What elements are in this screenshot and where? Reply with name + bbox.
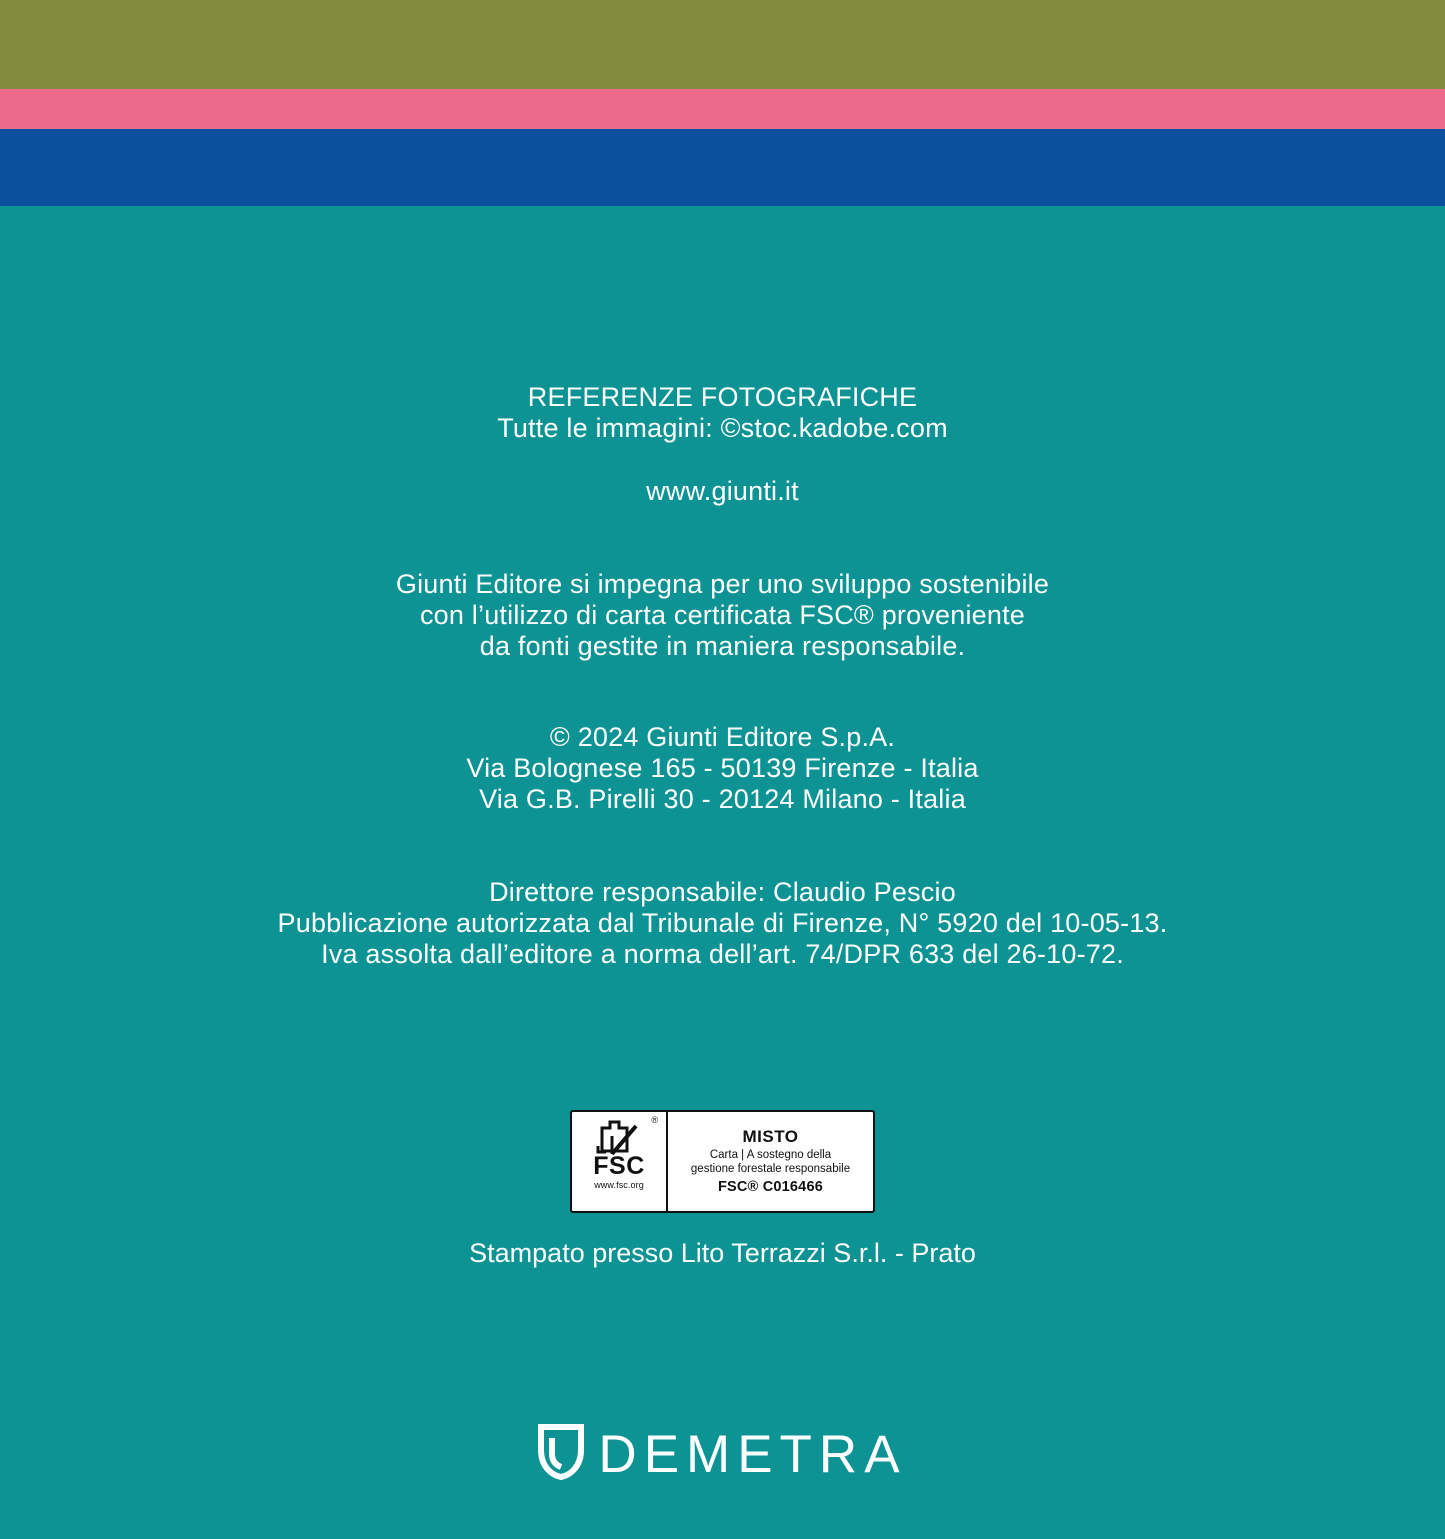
- vat-line: Iva assolta dall’editore a norma dell’art. 74/DPR 633 del 26-10-72.: [321, 939, 1124, 969]
- fsc-tree-checkmark-icon: [592, 1116, 646, 1156]
- address-milan: Via G.B. Pirelli 30 - 20124 Milano - Italia: [479, 784, 966, 814]
- director-line: Direttore responsabile: Claudio Pescio: [489, 877, 956, 907]
- fsc-label-box: [570, 1110, 875, 1213]
- address-florence: Via Bolognese 165 - 50139 Firenze - Italia: [466, 753, 979, 783]
- demetra-wordmark: DEMETRA: [598, 1425, 907, 1484]
- color-band-olive: [0, 0, 1445, 89]
- photo-credits-heading: REFERENZE FOTOGRAFICHE: [527, 382, 918, 412]
- sustainability-line-2: con l’utilizzo di carta certificata FSC® proveniente: [419, 600, 1026, 630]
- fsc-title: MISTO: [742, 1127, 799, 1146]
- authorization-line: Pubblicazione autorizzata dal Tribunale di Firenze, N° 5920 del 10-05-13.: [277, 908, 1168, 938]
- printer-line: [0, 1238, 1445, 1269]
- fsc-text-panel: [668, 1112, 873, 1211]
- fsc-description-line-2: gestione forestale responsabile: [690, 1163, 851, 1175]
- colophon-content: [0, 206, 1445, 970]
- photo-credits-block: [0, 382, 1445, 444]
- fsc-logo-panel: [572, 1112, 668, 1211]
- demetra-mark-icon: [538, 1424, 584, 1485]
- website-block: [0, 476, 1445, 507]
- fsc-code: FSC® C016466: [718, 1179, 823, 1195]
- sustainability-block: [0, 569, 1445, 662]
- publisher-logo: [0, 1424, 1445, 1485]
- fsc-registered-symbol: ®: [651, 1115, 658, 1125]
- fsc-url: www.fsc.org: [594, 1180, 644, 1190]
- color-band-blue: [0, 129, 1445, 206]
- copyright-line: © 2024 Giunti Editore S.p.A.: [549, 722, 896, 752]
- sustainability-line-3: da fonti gestite in maniera responsabile.: [479, 631, 966, 661]
- copyright-block: [0, 722, 1445, 815]
- photo-credits-line: Tutte le immagini: ©stoc.kadobe.com: [497, 413, 948, 443]
- fsc-description-line-1: Carta | A sostegno della: [709, 1149, 832, 1161]
- printer-text: Stampato presso Lito Terrazzi S.r.l. - Prato: [469, 1238, 976, 1268]
- color-band-pink: [0, 89, 1445, 129]
- fsc-certification-label: [570, 1110, 875, 1213]
- website-url[interactable]: www.giunti.it: [646, 476, 799, 506]
- fsc-wordmark: FSC: [593, 1152, 645, 1180]
- legal-block: [0, 877, 1445, 970]
- sustainability-line-1: Giunti Editore si impegna per uno sviluppo sostenibile: [395, 569, 1050, 599]
